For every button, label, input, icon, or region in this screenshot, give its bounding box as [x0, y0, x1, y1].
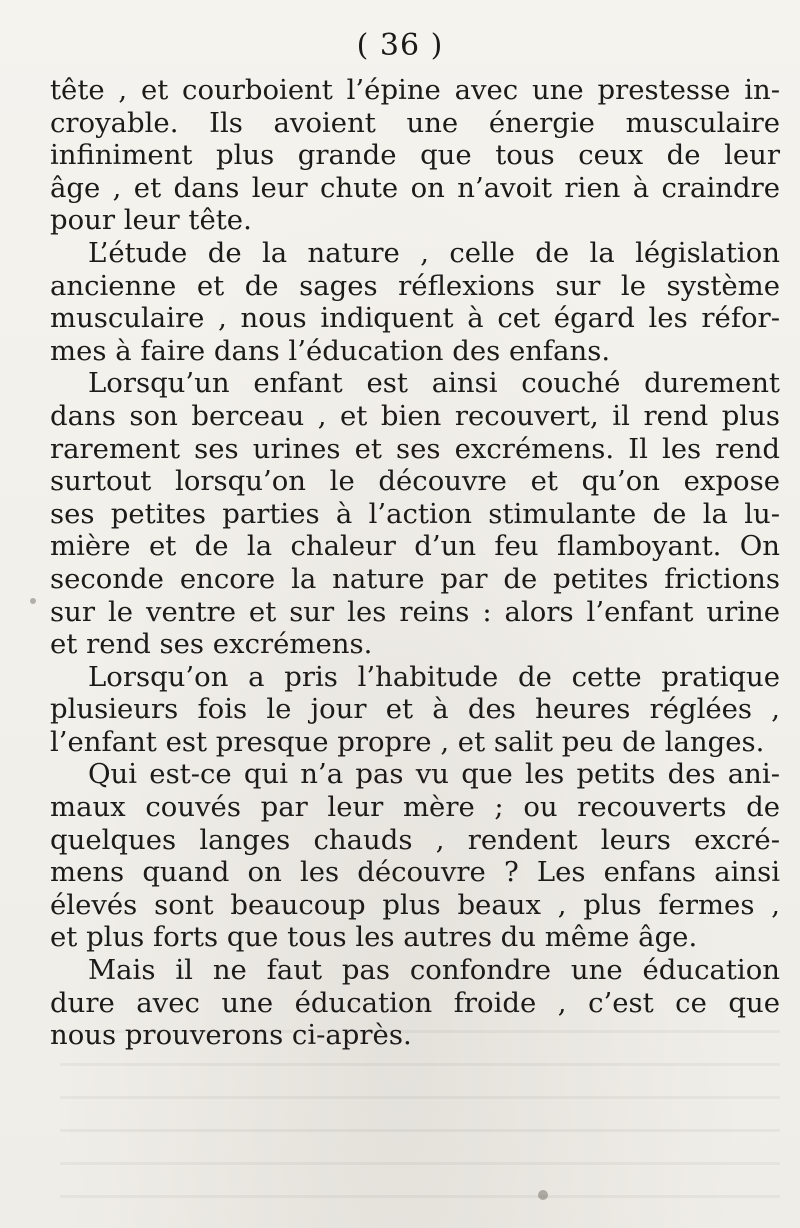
text-line: nous prouverons ci-après. [50, 1019, 412, 1052]
text-line: et plus forts que tous les autres du même âge. [50, 921, 698, 954]
paragraph [50, 661, 780, 759]
paper-speck [538, 1190, 548, 1200]
text-line: maux couvés par leur mère ; ou recouverts de [50, 791, 780, 824]
paragraph [50, 74, 780, 237]
text-line: et rend ses excrémens. [50, 628, 373, 661]
text-line: Lorsqu’on a pris l’habitude de cette pratique [88, 660, 780, 693]
text-line: ancienne et de sages réflexions sur le système [50, 269, 780, 302]
paragraph [50, 237, 780, 367]
text-line: Qui est-ce qui n’a pas vu que les petits des ani- [88, 758, 780, 791]
text-line: mes à faire dans l’éducation des enfans. [50, 334, 611, 367]
text-line: sur le ventre et sur les reins : alors l’enfant urine [50, 595, 780, 628]
paper-speck [30, 598, 36, 604]
body-text [50, 74, 780, 1052]
page-number: ( 36 ) [356, 28, 444, 63]
text-line: quelques langes chauds , rendent leurs excré- [50, 823, 780, 856]
text-line: Mais il ne faut pas confondre une éducation [88, 954, 780, 987]
text-line: dans son berceau , et bien recouvert, il rend plus [50, 399, 780, 432]
text-line: Lorsqu’un enfant est ainsi couché durement [88, 367, 780, 400]
text-line: seconde encore la nature par de petites frictions [50, 562, 780, 595]
text-line: mière et de la chaleur d’un feu flamboyant. On [50, 530, 780, 563]
text-line: âge , et dans leur chute on n’avoit rien à craindre [50, 171, 780, 204]
text-line: infiniment plus grande que tous ceux de leur [50, 139, 780, 172]
text-line: L’étude de la nature , celle de la législation [88, 236, 780, 269]
text-line: pour leur tête. [50, 204, 252, 237]
text-line: tête , et courboient l’épine avec une prestesse in- [50, 74, 780, 106]
text-line: plusieurs fois le jour et à des heures réglées , [50, 693, 780, 726]
paragraph [50, 758, 780, 954]
text-line: surtout lorsqu’on le découvre et qu’on expose [50, 465, 780, 498]
text-line: musculaire , nous indiquent à cet égard les réfor- [50, 302, 780, 335]
text-line: ses petites parties à l’action stimulante de la lu- [50, 497, 780, 530]
text-line: l’enfant est presque propre , et salit peu de langes. [50, 725, 765, 758]
text-line: dure avec une éducation froide , c’est ce que [50, 986, 780, 1019]
paragraph [50, 367, 780, 660]
text-line: croyable. Ils avoient une énergie musculaire [50, 106, 780, 139]
show-through-texture [60, 1030, 780, 1220]
text-line: rarement ses urines et ses excrémens. Il les rend [50, 432, 780, 465]
text-line: mens quand on les découvre ? Les enfans ainsi [50, 856, 780, 889]
text-line: élevés sont beaucoup plus beaux , plus fermes , [50, 888, 780, 921]
